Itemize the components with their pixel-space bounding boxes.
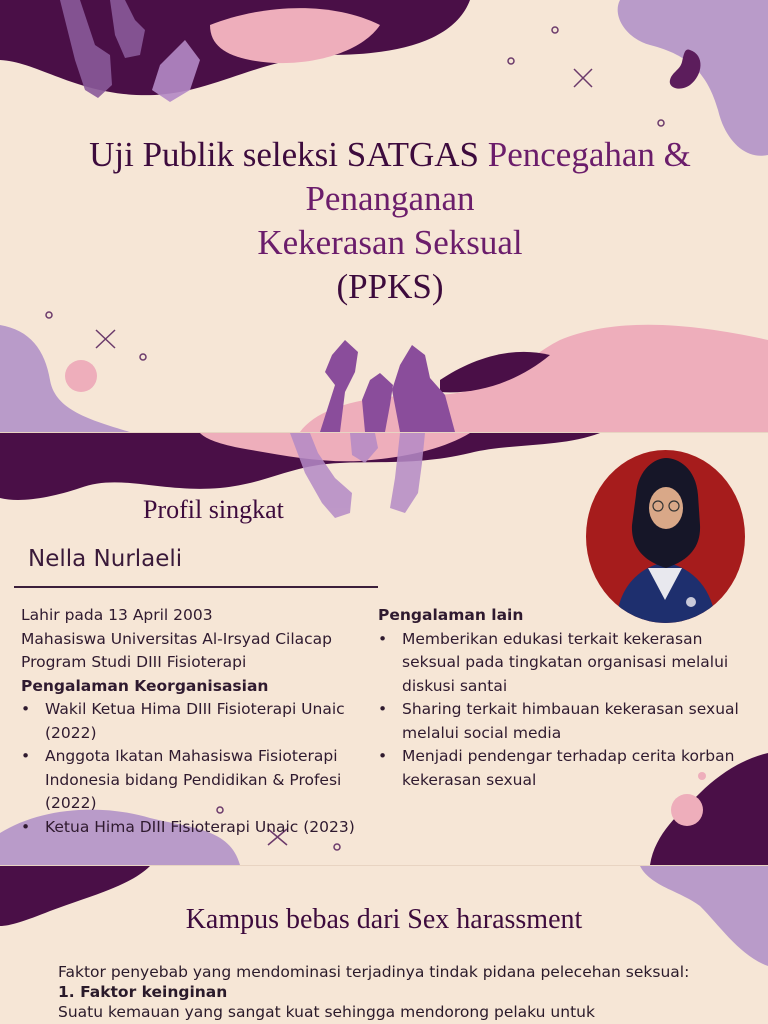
- campus-heading: Kampus bebas dari Sex harassment: [185, 904, 583, 935]
- cross-decoration: [96, 330, 115, 348]
- ring-decoration: [140, 354, 146, 360]
- list-item: • Menjadi pendengar terhadap cerita korban kekerasan sexual: [378, 745, 748, 792]
- person-illustration: [586, 450, 745, 623]
- profile-left-column: [21, 604, 366, 839]
- factors-intro: Faktor penyebab yang mendominasi terjadinya tindak pidana pelecehan seksual:: [58, 963, 690, 981]
- title-line-1: [40, 133, 740, 177]
- list-item: • Wakil Ketua Hima DIII Fisioterapi Unaic (2022): [21, 698, 366, 745]
- factor-1-title: 1. Faktor keinginan: [58, 983, 228, 1001]
- ring-decoration: [508, 58, 514, 64]
- title-part-a: Uji Publik seleksi SATGAS: [89, 135, 488, 174]
- ring-decoration: [552, 27, 558, 33]
- slide-campus: [0, 866, 768, 1024]
- person-name: Nella Nurlaeli: [28, 546, 183, 572]
- org-experience-list: [21, 698, 366, 839]
- list-item: • Anggota Ikatan Mahasiswa Fisioterapi Indonesia bidang Pendidikan & Profesi (2022): [21, 745, 366, 816]
- profile-right-column: [378, 604, 748, 792]
- hands-illustration-bottom: [320, 340, 455, 432]
- program-info: Program Studi DIII Fisioterapi: [21, 653, 247, 671]
- ring-decoration: [658, 120, 664, 126]
- name-underline: [14, 586, 378, 588]
- profile-heading: Profil singkat: [143, 495, 284, 524]
- title-line-4: (PPKS): [336, 267, 444, 306]
- lavender-wave-left: [0, 325, 130, 432]
- org-experience-heading: Pengalaman Keorganisasian: [21, 676, 269, 695]
- title-line-2: Penanganan: [305, 179, 475, 218]
- pink-dot: [671, 794, 703, 826]
- dark-bean-shape: [670, 50, 701, 89]
- factor-1-text: Suatu kemauan yang sangat kuat sehingga mendorong pelaku untuk: [58, 1003, 595, 1021]
- university-info: Mahasiswa Universitas Al-Irsyad Cilacap: [21, 629, 333, 648]
- ring-decoration: [46, 312, 52, 318]
- cross-decoration: [574, 69, 592, 87]
- slide-profile: [0, 433, 768, 865]
- pink-dot: [65, 360, 97, 392]
- slide-title-text: [40, 133, 740, 309]
- title-part-b: Pencegahan &: [487, 135, 691, 174]
- slide-title: [0, 0, 768, 432]
- ring-decoration: [334, 844, 340, 850]
- list-item: • Ketua Hima DIII Fisioterapi Unaic (2023): [21, 816, 366, 840]
- birth-info: Lahir pada 13 April 2003: [21, 606, 213, 624]
- list-item: • Memberikan edukasi terkait kekerasan seksual pada tingkatan organisasi melalui diskusi santai: [378, 628, 748, 699]
- hands-illustration: [290, 433, 425, 518]
- other-experience-heading: Pengalaman lain: [378, 606, 524, 624]
- profile-photo: [586, 450, 745, 623]
- other-experience-list: [378, 628, 748, 793]
- title-line-3: Kekerasan Seksual: [257, 223, 523, 262]
- campus-body: [58, 962, 758, 1022]
- list-item: • Sharing terkait himbauan kekerasan sexual melalui social media: [378, 698, 748, 745]
